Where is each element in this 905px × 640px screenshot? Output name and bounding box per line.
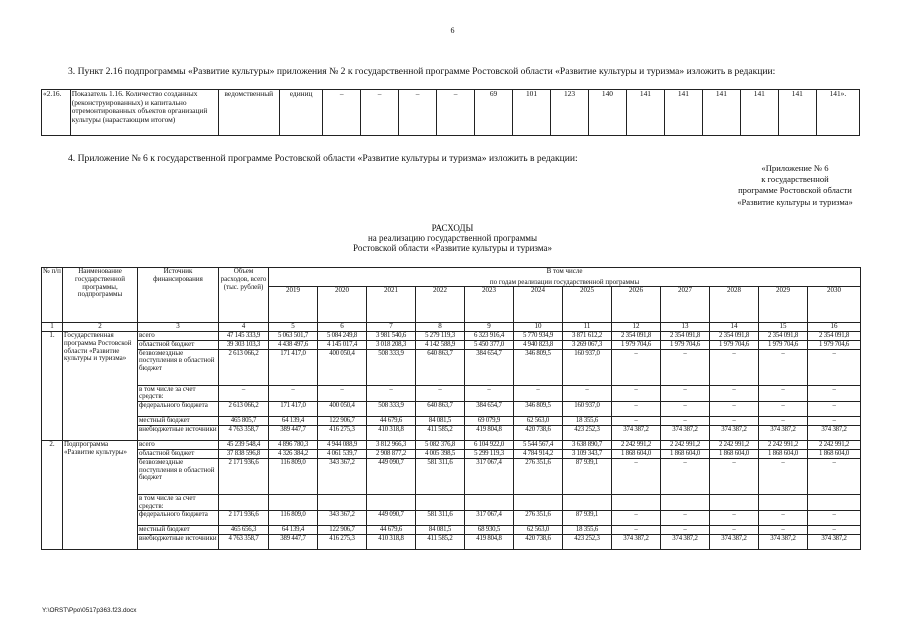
value-cell: – (563, 385, 612, 402)
page-number: 6 (450, 26, 455, 35)
heading-line: на реализацию государственной программы (367, 233, 538, 243)
value-cell: 416 275,3 (318, 535, 367, 550)
value-cell: 423 252,3 (563, 535, 612, 550)
value-cell: – (808, 511, 861, 526)
value-cell: 346 809,5 (514, 402, 563, 417)
header-year: 2030 (808, 287, 861, 323)
value-cell: 4 005 398,5 (416, 450, 465, 459)
funding-source: федерального бюджета (138, 511, 219, 526)
value-cell: – (661, 458, 710, 494)
value-cell: 5 082 376,8 (416, 441, 465, 450)
indicator-cell: 69 (475, 90, 513, 136)
value-cell: 449 090,7 (367, 458, 416, 494)
column-number: 2 (63, 323, 138, 332)
value-cell: 1 979 704,6 (710, 340, 759, 349)
table-row (42, 349, 861, 385)
value-cell: 374 387,2 (612, 535, 661, 550)
value-cell: 2 354 091,8 (612, 332, 661, 341)
value-cell: 374 387,2 (759, 426, 808, 441)
value-cell: 2 242 991,2 (808, 441, 861, 450)
value-cell: 374 387,2 (710, 535, 759, 550)
value-cell: 581 311,6 (416, 458, 465, 494)
value-cell: 411 585,2 (416, 426, 465, 441)
indicator-cell: – (323, 90, 361, 136)
value-cell: – (416, 385, 465, 402)
funding-source: федерального бюджета (138, 402, 219, 417)
indicator-cell: единиц (280, 90, 323, 136)
value-cell: 87 939,1 (563, 458, 612, 494)
funding-source: областной бюджет (138, 340, 219, 349)
value-cell: – (808, 402, 861, 417)
value-cell: 84 081,5 (416, 526, 465, 535)
column-number: 15 (759, 323, 808, 332)
value-cell: 4 061 539,7 (318, 450, 367, 459)
table-row (42, 511, 861, 526)
value-cell: 416 275,3 (318, 426, 367, 441)
value-cell: 374 387,2 (612, 426, 661, 441)
value-cell: 410 318,8 (367, 535, 416, 550)
value-cell: 4 763 358,7 (219, 426, 269, 441)
value-cell: 2 242 991,2 (612, 441, 661, 450)
paragraph-4: 4. Приложение № 6 к государственной программе Ростовской области «Развитие культуры и туризма» изложить в редакции: (68, 153, 578, 164)
funding-source: областной бюджет (138, 450, 219, 459)
column-number: 9 (465, 323, 514, 332)
value-cell: 420 738,6 (514, 535, 563, 550)
value-cell: 384 654,7 (465, 402, 514, 417)
column-number: 3 (138, 323, 219, 332)
value-cell: – (612, 526, 661, 535)
value-cell: – (759, 511, 808, 526)
value-cell: 640 863,7 (416, 402, 465, 417)
funding-source: всего (138, 441, 219, 450)
value-cell: 3 109 343,7 (563, 450, 612, 459)
value-cell (465, 494, 514, 511)
header-incl: В том числе (269, 268, 861, 279)
value-cell: 160 937,0 (563, 349, 612, 385)
value-cell: 276 351,6 (514, 511, 563, 526)
column-number: 14 (710, 323, 759, 332)
value-cell: 64 139,4 (269, 417, 318, 426)
value-cell: – (612, 458, 661, 494)
value-cell: 44 679,6 (367, 526, 416, 535)
appendix-line: программе Ростовской области (738, 185, 852, 196)
funding-source: местный бюджет (138, 417, 219, 426)
funding-source: внебюджетные источники (138, 535, 219, 550)
value-cell: 3 018 208,3 (367, 340, 416, 349)
section-number: 1. (42, 332, 63, 441)
value-cell (612, 494, 661, 511)
value-cell: – (318, 385, 367, 402)
value-cell: 2 242 991,2 (759, 441, 808, 450)
value-cell: 116 809,0 (269, 511, 318, 526)
column-number: 11 (563, 323, 612, 332)
header-year: 2022 (416, 287, 465, 323)
indicator-cell: 101 (513, 90, 551, 136)
appendix-line: «Приложение № 6 (761, 163, 829, 173)
value-cell: 69 079,9 (465, 417, 514, 426)
value-cell: 2 908 877,2 (367, 450, 416, 459)
value-cell: – (759, 385, 808, 402)
header-year: 2027 (661, 287, 710, 323)
value-cell: – (808, 349, 861, 385)
value-cell: – (612, 417, 661, 426)
value-cell (710, 494, 759, 511)
value-cell: 3 871 612,2 (563, 332, 612, 341)
value-cell: – (219, 385, 269, 402)
value-cell: 384 654,7 (465, 349, 514, 385)
value-cell: 419 804,8 (465, 426, 514, 441)
value-cell: – (808, 385, 861, 402)
value-cell: – (612, 349, 661, 385)
value-cell: – (661, 402, 710, 417)
value-cell: 3 981 540,6 (367, 332, 416, 341)
section-number: 2. (42, 441, 63, 550)
value-cell: 419 804,8 (465, 535, 514, 550)
value-cell: 2 354 091,8 (808, 332, 861, 341)
appendix-line: «Развитие культуры и туризма» (737, 196, 853, 207)
value-cell: 3 812 966,3 (367, 441, 416, 450)
heading-title: РАСХОДЫ (431, 223, 474, 233)
value-cell: 116 809,0 (269, 458, 318, 494)
value-cell: 6 104 922,0 (465, 441, 514, 450)
funding-source: безвозмездные поступления в областной бюджет (138, 349, 219, 385)
value-cell: – (661, 417, 710, 426)
value-cell: 465 656,3 (219, 526, 269, 535)
value-cell: – (710, 385, 759, 402)
header-name: Наименование государственной программы, подпрограммы (63, 268, 138, 323)
value-cell: – (808, 526, 861, 535)
value-cell: 1 979 704,6 (808, 340, 861, 349)
value-cell: 411 585,2 (416, 535, 465, 550)
value-cell (367, 494, 416, 511)
value-cell (563, 494, 612, 511)
appendix-caption (680, 163, 905, 208)
value-cell: 449 090,7 (367, 511, 416, 526)
value-cell: 64 139,4 (269, 526, 318, 535)
value-cell: 317 067,4 (465, 458, 514, 494)
value-cell: 374 387,2 (808, 535, 861, 550)
value-cell: – (612, 511, 661, 526)
indicator-cell: 141 (702, 90, 740, 136)
indicator-cell: 141». (816, 90, 859, 136)
table-row (42, 494, 861, 511)
funding-source: в том числе за счет средств: (138, 385, 219, 402)
table-row (42, 340, 861, 349)
value-cell: 37 838 596,8 (219, 450, 269, 459)
value-cell: 44 679,6 (367, 417, 416, 426)
table-row (42, 526, 861, 535)
value-cell: 343 367,2 (318, 511, 367, 526)
value-cell: 4 944 088,9 (318, 441, 367, 450)
value-cell: 160 937,0 (563, 402, 612, 417)
value-cell: – (612, 402, 661, 417)
value-cell: 423 252,3 (563, 426, 612, 441)
table-heading (0, 223, 905, 253)
funding-source: внебюджетные источники (138, 426, 219, 441)
indicator-cell: – (361, 90, 399, 136)
value-cell (661, 494, 710, 511)
value-cell: 87 939,1 (563, 511, 612, 526)
value-cell (269, 494, 318, 511)
value-cell: 374 387,2 (759, 535, 808, 550)
value-cell: 62 563,0 (514, 417, 563, 426)
header-year: 2023 (465, 287, 514, 323)
funding-source: в том числе за счет средств: (138, 494, 219, 511)
indicator-cell: 140 (588, 90, 626, 136)
value-cell: 4 940 823,8 (514, 340, 563, 349)
table-row (42, 441, 861, 450)
table-row (42, 402, 861, 417)
value-cell (514, 494, 563, 511)
value-cell: 62 563,0 (514, 526, 563, 535)
value-cell: 2 171 936,6 (219, 511, 269, 526)
value-cell: 389 447,7 (269, 535, 318, 550)
value-cell: – (710, 417, 759, 426)
column-number: 12 (612, 323, 661, 332)
value-cell: – (514, 385, 563, 402)
value-cell: 400 050,4 (318, 402, 367, 417)
value-cell: – (465, 385, 514, 402)
value-cell: 1 979 704,6 (612, 340, 661, 349)
table-row (42, 385, 861, 402)
value-cell: 84 081,5 (416, 417, 465, 426)
table-row (42, 450, 861, 459)
value-cell: – (661, 526, 710, 535)
value-cell: 317 067,4 (465, 511, 514, 526)
indicator-name: Показатель 1.16. Количество созданных (реконструированных) и капитально отремонтированных объектов организаций культуры (нарастающим итогом) (70, 90, 218, 136)
value-cell: 1 979 704,6 (759, 340, 808, 349)
value-cell: 4 763 358,7 (219, 535, 269, 550)
funding-source: всего (138, 332, 219, 341)
funding-source: местный бюджет (138, 526, 219, 535)
value-cell: – (710, 402, 759, 417)
value-cell: 389 447,7 (269, 426, 318, 441)
header-year: 2026 (612, 287, 661, 323)
paragraph-3: 3. Пункт 2.16 подпрограммы «Развитие культуры» приложения № 2 к государственной программе Ростовской области «Развитие культуры и туризма» изложить в редакции: (68, 66, 776, 77)
column-number: 6 (318, 323, 367, 332)
indicator-table (41, 89, 860, 136)
value-cell: 374 387,2 (808, 426, 861, 441)
value-cell: 122 906,7 (318, 526, 367, 535)
value-cell: – (367, 385, 416, 402)
header-volume: Объем расходов, всего (тыс. рублей) (219, 268, 269, 323)
appendix-line: к государственной (761, 174, 829, 185)
value-cell: 508 333,9 (367, 349, 416, 385)
footer-file-path: Y:\ORST\Ppo\0517p363.f23.docx (42, 607, 137, 614)
header-by-years: по годам реализации государственной программы (269, 279, 861, 287)
value-cell: – (808, 458, 861, 494)
value-cell: 122 906,7 (318, 417, 367, 426)
value-cell: 4 142 588,9 (416, 340, 465, 349)
value-cell: 581 311,6 (416, 511, 465, 526)
value-cell: 47 145 333,9 (219, 332, 269, 341)
value-cell: 45 239 548,4 (219, 441, 269, 450)
value-cell: 508 333,9 (367, 402, 416, 417)
value-cell: – (661, 385, 710, 402)
value-cell: 640 863,7 (416, 349, 465, 385)
expenditure-table (41, 267, 861, 550)
value-cell: 2 613 066,2 (219, 349, 269, 385)
header-year: 2025 (563, 287, 612, 323)
value-cell: 1 868 604,0 (612, 450, 661, 459)
indicator-cell: 123 (551, 90, 589, 136)
value-cell: 18 355,6 (563, 417, 612, 426)
value-cell: 171 417,0 (269, 402, 318, 417)
column-numbers-row (42, 323, 861, 332)
value-cell: – (759, 417, 808, 426)
indicator-cell: 141 (740, 90, 778, 136)
value-cell: 5 279 119,3 (416, 332, 465, 341)
value-cell: 2 354 091,8 (759, 332, 808, 341)
value-cell: – (808, 417, 861, 426)
header-year: 2019 (269, 287, 318, 323)
value-cell: 2 242 991,2 (710, 441, 759, 450)
indicator-cell: ведомственный (218, 90, 280, 136)
table-row (42, 332, 861, 341)
value-cell: – (661, 349, 710, 385)
header-year: 2029 (759, 287, 808, 323)
value-cell: – (759, 526, 808, 535)
indicator-cell: 141 (778, 90, 816, 136)
value-cell: 5 450 377,0 (465, 340, 514, 349)
value-cell: 465 805,7 (219, 417, 269, 426)
value-cell: – (710, 526, 759, 535)
header-source: Источник финансирования (138, 268, 219, 323)
value-cell: 374 387,2 (710, 426, 759, 441)
value-cell: 1 868 604,0 (661, 450, 710, 459)
value-cell: 4 145 017,4 (318, 340, 367, 349)
column-number: 1 (42, 323, 63, 332)
section-name: Подпрограмма «Развитие культуры» (63, 441, 138, 550)
value-cell: 6 323 916,4 (465, 332, 514, 341)
heading-line: Ростовской области «Развитие культуры и туризма» (353, 243, 552, 253)
value-cell (416, 494, 465, 511)
value-cell: – (710, 349, 759, 385)
value-cell (318, 494, 367, 511)
table-row (42, 417, 861, 426)
value-cell (219, 494, 269, 511)
value-cell (808, 494, 861, 511)
indicator-cell: – (399, 90, 437, 136)
value-cell: 276 351,6 (514, 458, 563, 494)
value-cell: 400 050,4 (318, 349, 367, 385)
value-cell: 68 930,5 (465, 526, 514, 535)
value-cell: 374 387,2 (661, 426, 710, 441)
value-cell: – (759, 458, 808, 494)
value-cell: 4 326 384,2 (269, 450, 318, 459)
indicator-cell: 141 (664, 90, 702, 136)
value-cell: 2 613 066,2 (219, 402, 269, 417)
value-cell: – (759, 402, 808, 417)
value-cell: 2 242 991,2 (661, 441, 710, 450)
header-year: 2028 (710, 287, 759, 323)
value-cell: – (759, 349, 808, 385)
value-cell: 4 896 780,3 (269, 441, 318, 450)
value-cell: 1 868 604,0 (759, 450, 808, 459)
value-cell: 346 809,5 (514, 349, 563, 385)
value-cell: 5 299 119,3 (465, 450, 514, 459)
column-number: 10 (514, 323, 563, 332)
table-row (42, 535, 861, 550)
value-cell: 5 084 249,8 (318, 332, 367, 341)
value-cell: – (710, 458, 759, 494)
value-cell: 1 868 604,0 (710, 450, 759, 459)
value-cell: 1 979 704,6 (661, 340, 710, 349)
value-cell: 3 269 067,3 (563, 340, 612, 349)
header-year: 2020 (318, 287, 367, 323)
value-cell: – (661, 511, 710, 526)
value-cell: 2 354 091,8 (661, 332, 710, 341)
table-row (42, 426, 861, 441)
value-cell: 4 784 914,2 (514, 450, 563, 459)
header-year: 2024 (514, 287, 563, 323)
value-cell: 4 438 497,6 (269, 340, 318, 349)
value-cell: – (269, 385, 318, 402)
section-name: Государственная программа Ростовской области «Развитие культуры и туризма» (63, 332, 138, 441)
value-cell: 5 063 501,7 (269, 332, 318, 341)
value-cell: 1 868 604,0 (808, 450, 861, 459)
header-year: 2021 (367, 287, 416, 323)
value-cell: 2 171 936,6 (219, 458, 269, 494)
header-num: № п/п (42, 268, 63, 323)
value-cell: 410 318,8 (367, 426, 416, 441)
column-number: 8 (416, 323, 465, 332)
value-cell: 18 355,6 (563, 526, 612, 535)
value-cell (759, 494, 808, 511)
table-row (42, 458, 861, 494)
column-number: 16 (808, 323, 861, 332)
value-cell: 374 387,2 (661, 535, 710, 550)
value-cell: 171 417,0 (269, 349, 318, 385)
value-cell: – (612, 385, 661, 402)
value-cell: – (710, 511, 759, 526)
funding-source: безвозмездные поступления в областной бюджет (138, 458, 219, 494)
value-cell: 5 770 934,9 (514, 332, 563, 341)
column-number: 5 (269, 323, 318, 332)
indicator-row (42, 90, 860, 136)
value-cell: 343 367,2 (318, 458, 367, 494)
value-cell: 2 354 091,8 (710, 332, 759, 341)
indicator-cell: 141 (626, 90, 664, 136)
indicator-cell: – (437, 90, 475, 136)
column-number: 13 (661, 323, 710, 332)
value-cell: 3 638 890,7 (563, 441, 612, 450)
indicator-cell: «2.16. (42, 90, 71, 136)
value-cell: 5 544 567,4 (514, 441, 563, 450)
value-cell: 39 303 103,3 (219, 340, 269, 349)
column-number: 4 (219, 323, 269, 332)
value-cell: 420 738,6 (514, 426, 563, 441)
column-number: 7 (367, 323, 416, 332)
